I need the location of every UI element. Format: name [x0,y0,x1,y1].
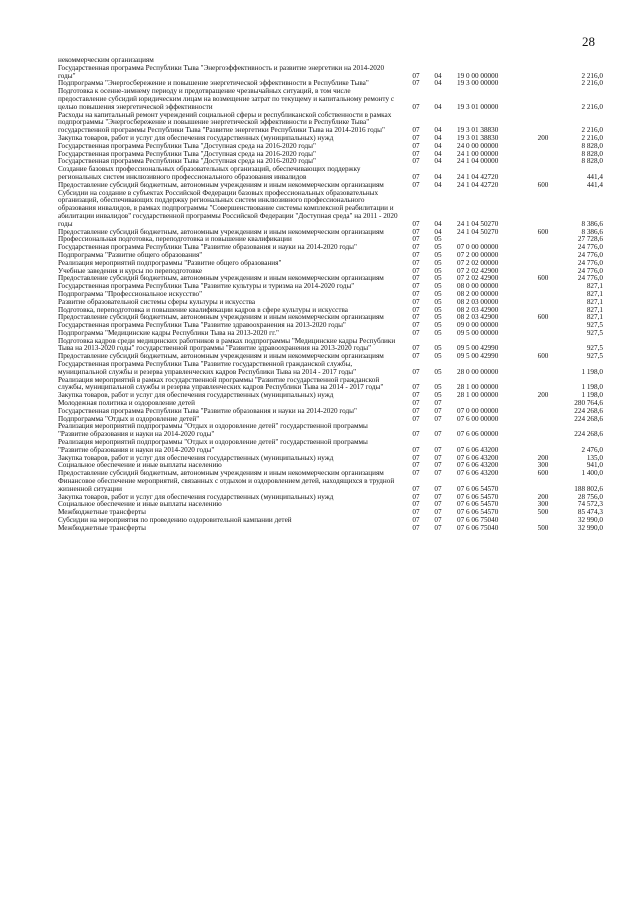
row-name: Государственная программа Республики Тыва "Доступная среда на 2016-2020 годы" [58,149,316,158]
row-name: Реализация мероприятий подпрограммы "Отдых и оздоровление детей" государственной программы "Развитие образования и науки на 2014-2020 годы" [58,438,368,454]
row-section: 07 [412,383,420,392]
row-name: Молодежная политика и оздоровление детей [58,399,195,408]
row-subsection: 05 [434,328,442,337]
row-subsection: 05 [434,243,442,252]
row-section: 07 [412,102,420,111]
row-target-code: 28 1 00 00000 [457,383,499,392]
row-name: Государственная программа Республики Тыва "Развитие культуры и туризма на 2014-2020 годы" [58,282,355,291]
row-target-code: 08 2 03 00000 [457,297,499,306]
row-name: Межбюджетные трансферты [58,523,146,532]
row-name: Подпрограмма "Отдых и оздоровление детей" [58,414,200,423]
row-section: 07 [412,180,420,189]
row-expense-type: 600 [537,352,549,361]
table-row [58,338,618,354]
row-expense-type: 300 [537,500,549,509]
row-subsection: 05 [434,313,442,322]
row-section: 07 [412,516,420,525]
row-subsection: 04 [434,102,442,111]
row-section: 07 [412,250,420,259]
row-target-code: 08 0 00 00000 [457,282,499,291]
row-name: Подпрограмма "Профессиональное искусство" [58,289,203,298]
row-subsection: 04 [434,133,442,142]
row-subsection: 07 [434,500,442,509]
row-target-code: 07 2 02 42900 [457,274,499,283]
row-amount: 24 776,0 [577,250,603,259]
row-section: 07 [412,414,420,423]
row-subsection: 05 [434,266,442,275]
row-target-code: 19 3 01 00000 [457,102,499,111]
row-name: Предоставление субсидий бюджетным, автономным учреждениям и иным некоммерческим организациям [58,469,384,478]
row-name: Закупка товаров, работ и услуг для обеспечения государственных (муниципальных) нужд [58,391,334,400]
row-section: 07 [412,399,420,408]
row-section: 07 [412,313,420,322]
row-subsection: 07 [434,453,442,462]
row-subsection: 05 [434,274,442,283]
row-amount: 27 728,6 [577,235,603,244]
row-name: Предоставление субсидий бюджетным, автономным учреждениям и иным некоммерческим организациям [58,227,384,236]
row-amount: 74 572,3 [577,500,603,509]
row-name: некоммерческим организациям [58,56,154,64]
row-name: Закупка товаров, работ и услуг для обеспечения государственных (муниципальных) нужд [58,453,334,462]
row-subsection: 04 [434,219,442,228]
table-row [58,112,618,135]
row-section: 07 [412,219,420,228]
row-expense-type: 200 [537,453,549,462]
row-subsection: 05 [434,282,442,291]
row-subsection: 07 [434,516,442,525]
row-name: Подпрограмма "Энергосбережение и повышение энергетической эффективности в Республике Тыва" [58,79,369,88]
row-expense-type: 200 [537,133,549,142]
row-amount: 927,5 [586,321,603,330]
row-section: 07 [412,445,420,454]
row-amount: 827,1 [586,305,603,314]
table-row [58,88,618,111]
table-row [58,478,618,494]
row-amount: 24 776,0 [577,243,603,252]
row-name: Предоставление субсидий бюджетным, автономным учреждениям и иным некоммерческим организациям [58,313,384,322]
row-amount: 28 756,0 [577,492,603,501]
row-target-code: 07 6 06 75040 [457,523,499,532]
row-expense-type: 500 [537,523,549,532]
row-subsection: 07 [434,492,442,501]
row-target-code: 09 5 00 42990 [457,344,499,353]
row-target-code: 07 6 06 54570 [457,500,499,509]
row-section: 07 [412,430,420,439]
row-subsection: 04 [434,71,442,80]
row-amount: 24 776,0 [577,258,603,267]
table-row [58,525,618,533]
row-subsection: 04 [434,149,442,158]
row-name: Государственная программа Республики Тыва "Развитие государственной гражданской службы, муниципальной службы и резерва управленческих кадров Республики Тыва на 2014 - 2017 годы" [58,360,357,376]
row-target-code: 19 3 01 38830 [457,126,499,135]
row-target-code: 24 1 04 42720 [457,172,499,181]
row-name: Подготовка кадров среди медицинских работников в рамках подпрограммы "Медицинские кадры Республики Тыва на 2013-2020 годы" государственной программы "Развитие здравоохранения на 2013-2020 годы" [58,336,396,353]
row-target-code: 24 0 00 00000 [457,141,499,150]
row-subsection: 05 [434,383,442,392]
row-name: Социальное обеспечение и иные выплаты населению [58,500,222,509]
row-name: Государственная программа Республики Тыва "Доступная среда на 2016-2020 годы" [58,157,316,166]
row-subsection: 04 [434,180,442,189]
row-section: 07 [412,508,420,517]
row-name: Предоставление субсидий бюджетным, автономным учреждениям и иным некоммерческим организациям [58,180,384,189]
table-row [58,377,618,393]
row-amount: 224 268,6 [574,414,603,423]
row-section: 07 [412,149,420,158]
table-row [58,190,618,229]
row-subsection: 04 [434,141,442,150]
row-subsection: 07 [434,523,442,532]
row-name: Государственная программа Республики Тыва "Развитие здравоохранения на 2013-2020 годы" [58,321,346,330]
row-name: Создание базовых профессиональных образовательных организаций, обеспечивающих поддержку региональных систем инклюзивного профессионального образования инвалидов [58,165,361,181]
row-expense-type: 600 [537,227,549,236]
row-amount: 24 776,0 [577,266,603,275]
row-subsection: 07 [434,484,442,493]
row-amount: 1 198,0 [581,391,603,400]
row-expense-type: 200 [537,492,549,501]
row-amount: 927,5 [586,344,603,353]
row-name: Предоставление субсидий бюджетным, автономным учреждениям и иным некоммерческим организациям [58,274,384,283]
row-section: 07 [412,282,420,291]
row-section: 07 [412,289,420,298]
row-target-code: 19 0 00 00000 [457,71,499,80]
row-target-code: 07 6 06 54570 [457,492,499,501]
row-subsection: 05 [434,321,442,330]
row-name: Закупка товаров, работ и услуг для обеспечения государственных (муниципальных) нужд [58,133,334,142]
row-amount: 941,0 [586,461,603,470]
row-subsection: 07 [434,469,442,478]
row-subsection: 05 [434,352,442,361]
row-target-code: 07 2 00 00000 [457,250,499,259]
row-amount: 827,1 [586,313,603,322]
row-section: 07 [412,406,420,415]
row-amount: 8 386,6 [581,219,603,228]
row-name: Подготовка, переподготовка и повышение квалификации кадров в сфере культуры и искусства [58,305,348,314]
row-target-code: 07 6 06 43200 [457,469,499,478]
row-name: Закупка товаров, работ и услуг для обеспечения государственных (муниципальных) нужд [58,492,334,501]
row-subsection: 04 [434,126,442,135]
row-name: Государственная программа Республики Тыва "Развитие образования и науки на 2014-2020 годы" [58,243,357,252]
row-section: 07 [412,344,420,353]
row-subsection: 05 [434,305,442,314]
row-section: 07 [412,71,420,80]
row-section: 07 [412,469,420,478]
row-amount: 2 216,0 [581,79,603,88]
row-section: 07 [412,484,420,493]
row-subsection: 05 [434,344,442,353]
row-name: Расходы на капитальный ремонт учреждений социальной сферы и республиканской собственности в рамках подпрограммы "Энергосбережение и повышение энергетической эффективности в Республике Тыва" государственной программы Республики Тыва "Развитие энергетики Республики Тыва на 2014-2016 годы" [58,110,392,135]
row-subsection: 07 [434,399,442,408]
budget-table [58,57,618,533]
row-target-code: 07 0 00 00000 [457,243,499,252]
row-target-code: 07 6 06 43200 [457,445,499,454]
row-amount: 188 802,6 [574,484,603,493]
row-name: Развитие образовательной системы сферы культуры и искусства [58,297,256,306]
row-section: 07 [412,235,420,244]
row-amount: 927,5 [586,328,603,337]
row-subsection: 04 [434,79,442,88]
row-subsection: 05 [434,391,442,400]
row-target-code: 07 6 06 00000 [457,430,499,439]
row-name: Государственная программа Республики Тыва "Энергоэффективность и развитие энергетики на 2014-2020 годы" [58,63,385,80]
row-target-code: 19 3 00 00000 [457,79,499,88]
row-target-code: 07 6 06 54570 [457,484,499,493]
row-subsection: 05 [434,297,442,306]
row-expense-type: 600 [537,274,549,283]
row-target-code: 24 1 04 50270 [457,219,499,228]
row-section: 07 [412,305,420,314]
row-amount: 441,4 [586,172,603,181]
row-amount: 32 990,0 [577,516,603,525]
row-expense-type: 600 [537,313,549,322]
row-target-code: 09 0 00 00000 [457,321,499,330]
row-amount: 2 216,0 [581,71,603,80]
row-target-code: 08 2 03 42900 [457,305,499,314]
table-row [58,166,618,182]
row-subsection: 04 [434,172,442,181]
row-section: 07 [412,391,420,400]
row-amount: 2 216,0 [581,102,603,111]
row-amount: 224 268,6 [574,406,603,415]
row-expense-type: 200 [537,391,549,400]
row-section: 07 [412,126,420,135]
row-expense-type: 500 [537,508,549,517]
row-section: 07 [412,297,420,306]
row-amount: 927,5 [586,352,603,361]
row-name: Подготовка к осенне-зимнему периоду и предотвращение чрезвычайных ситуаций, в том числе предоставление субсидий юридическим лицам на возмещение затрат по текущему и капитальному ремонту с целью повышения энергетической эффективности [58,87,395,111]
row-target-code: 19 3 01 38830 [457,133,499,142]
row-name: Субсидии на мероприятия по проведению оздоровительной кампании детей [58,516,292,525]
row-name: Государственная программа Республики Тыва "Развитие образования и науки на 2014-2020 годы" [58,406,357,415]
row-target-code: 28 0 00 00000 [457,367,499,376]
row-amount: 8 828,0 [581,149,603,158]
row-target-code: 24 1 00 00000 [457,149,499,158]
row-amount: 8 386,6 [581,227,603,236]
row-section: 07 [412,328,420,337]
row-name: Подпрограмма "Развитие общего образования" [58,250,203,259]
row-amount: 827,1 [586,297,603,306]
row-section: 07 [412,523,420,532]
row-target-code: 24 1 04 00000 [457,157,499,166]
row-section: 07 [412,367,420,376]
row-expense-type: 600 [537,469,549,478]
row-name: Финансовое обеспечение мероприятий, связанных с отдыхом и оздоровлением детей, находящихся в трудной жизненной ситуации [58,477,395,493]
row-name: Субсидии на создание в субъектах Российской Федерации базовых профессиональных образовательных организаций, обеспечивающих поддержку региональных систем инклюзивного профессионального образования инвалидов, в рамках подпрограммы "Совершенствование системы комплексной реабилитации и абилитации инвалидов" государственной программы Российской Федерации "Доступная среда" на 2011 - 2020 годы [58,188,398,228]
row-name: Учебные заведения и курсы по переподготовке [58,266,203,275]
row-target-code: 24 1 04 42720 [457,180,499,189]
row-amount: 827,1 [586,282,603,291]
row-target-code: 24 1 04 50270 [457,227,499,236]
row-subsection: 05 [434,250,442,259]
row-section: 07 [412,492,420,501]
row-target-code: 07 2 02 42900 [457,266,499,275]
row-amount: 280 764,6 [574,399,603,408]
row-target-code: 08 2 00 00000 [457,289,499,298]
row-target-code: 09 5 00 00000 [457,328,499,337]
row-amount: 224 268,6 [574,430,603,439]
row-section: 07 [412,258,420,267]
row-amount: 1 400,0 [581,469,603,478]
row-subsection: 07 [434,414,442,423]
row-name: Государственная программа Республики Тыва "Доступная среда на 2016-2020 годы" [58,141,316,150]
row-amount: 85 474,3 [577,508,603,517]
row-name: Реализация мероприятий в рамках государственной программы "Развитие государственной гражданской службы, муниципальной службы и резерва управленческих кадров Республики Тыва на 2014 - 2017 годы" [58,375,384,392]
row-section: 07 [412,79,420,88]
row-target-code: 07 6 06 43200 [457,461,499,470]
row-target-code: 07 6 06 75040 [457,516,499,525]
row-amount: 24 776,0 [577,274,603,283]
row-name: Реализация мероприятий подпрограммы "Развитие общего образования" [58,258,282,267]
row-target-code: 07 2 02 00000 [457,258,499,267]
row-section: 07 [412,266,420,275]
table-row [58,65,618,81]
row-target-code: 07 6 06 54570 [457,508,499,517]
table-row [58,423,618,439]
page-number: 28 [582,34,595,49]
row-subsection: 07 [434,445,442,454]
row-section: 07 [412,500,420,509]
row-target-code: 09 5 00 42990 [457,352,499,361]
row-subsection: 07 [434,406,442,415]
row-section: 07 [412,157,420,166]
row-subsection: 07 [434,461,442,470]
row-amount: 2 216,0 [581,133,603,142]
row-name: Подпрограмма "Медицинские кадры Республики Тыва на 2013-2020 гг." [58,328,279,337]
row-name: Реализация мероприятий подпрограммы "Отдых и оздоровление детей" государственной программы "Развитие образования и науки на 2014-2020 годы" [58,422,368,439]
row-section: 07 [412,243,420,252]
row-subsection: 04 [434,157,442,166]
row-name: Предоставление субсидий бюджетным, автономным учреждениям и иным некоммерческим организациям [58,352,384,361]
table-row [58,439,618,455]
row-target-code: 07 6 06 43200 [457,453,499,462]
row-section: 07 [412,227,420,236]
row-section: 07 [412,141,420,150]
row-section: 07 [412,133,420,142]
row-subsection: 05 [434,289,442,298]
row-amount: 1 198,0 [581,367,603,376]
row-expense-type: 600 [537,180,549,189]
row-name: Межбюджетные трансферты [58,508,146,517]
row-amount: 8 828,0 [581,157,603,166]
row-subsection: 05 [434,367,442,376]
row-section: 07 [412,352,420,361]
row-amount: 135,0 [586,453,603,462]
row-section: 07 [412,461,420,470]
row-subsection: 04 [434,227,442,236]
row-amount: 32 990,0 [577,523,603,532]
row-subsection: 07 [434,430,442,439]
row-section: 07 [412,172,420,181]
row-amount: 8 828,0 [581,141,603,150]
row-amount: 827,1 [586,289,603,298]
row-subsection: 05 [434,235,442,244]
row-subsection: 07 [434,508,442,517]
row-name: Социальное обеспечение и иные выплаты населению [58,461,222,470]
row-target-code: 28 1 00 00000 [457,391,499,400]
row-amount: 1 198,0 [581,383,603,392]
row-section: 07 [412,274,420,283]
row-target-code: 08 2 03 42900 [457,313,499,322]
row-target-code: 07 0 00 00000 [457,406,499,415]
row-amount: 2 216,0 [581,126,603,135]
row-name: Профессиональная подготовка, переподготовка и повышение квалификации [58,235,292,244]
row-subsection: 05 [434,258,442,267]
row-section: 07 [412,453,420,462]
row-amount: 2 476,0 [581,445,603,454]
table-row [58,361,618,377]
row-expense-type: 300 [537,461,549,470]
row-amount: 441,4 [586,180,603,189]
row-section: 07 [412,321,420,330]
row-target-code: 07 6 00 00000 [457,414,499,423]
